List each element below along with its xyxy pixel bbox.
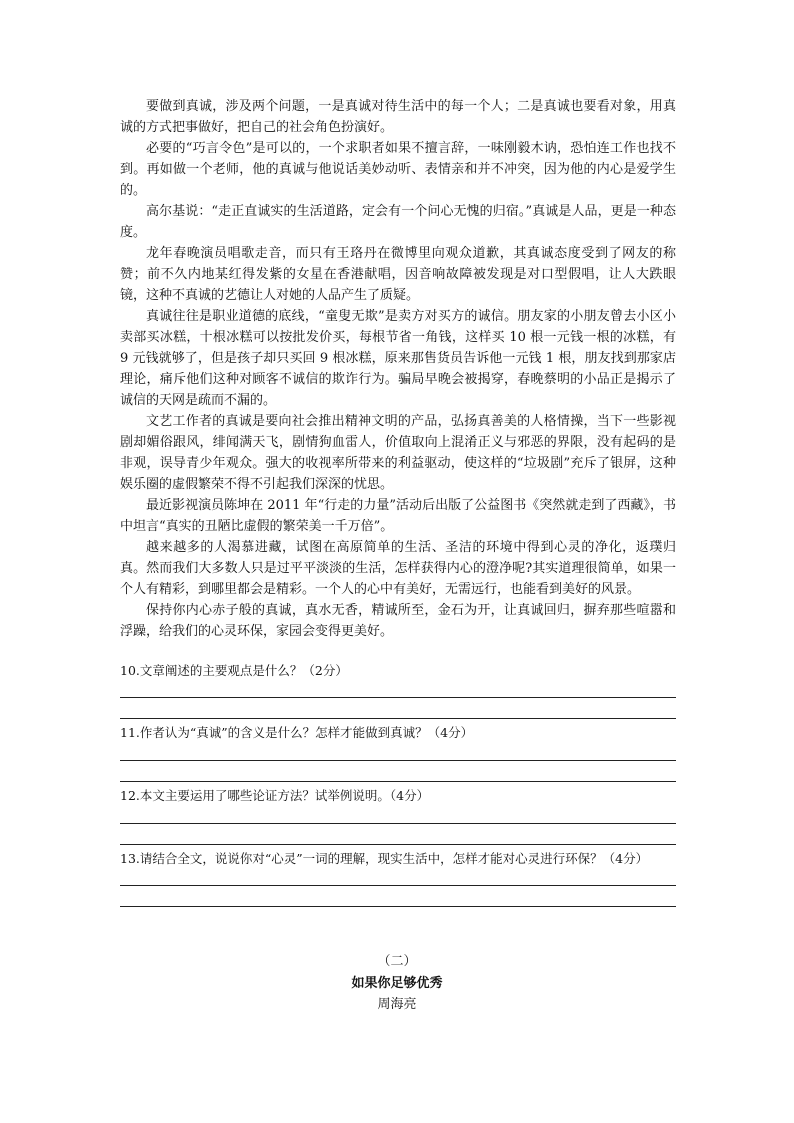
answer-line[interactable] — [120, 906, 676, 907]
answer-line[interactable] — [120, 844, 676, 845]
question-11: 11.作者认为“真诚”的含义是什么？怎样才能做到真诚？（4分） — [120, 725, 474, 740]
paragraph-1: 要做到真诚，涉及两个问题，一是真诚对待生活中的每一个人；二是真诚也要看对象，用真诚的方式把事做好，把自己的社会角色扮演好。 — [120, 99, 676, 135]
question-section — [120, 660, 676, 907]
question-13: 13.请结合全文，说说你对“心灵”一词的理解，现实生活中，怎样才能对心灵进行环保？（4分） — [120, 851, 649, 866]
answer-line[interactable] — [120, 697, 676, 698]
paragraph-3: 高尔基说：“走正直诚实的生活道路，定会有一个问心无愧的归宿。”真诚是人品，更是一种态度。 — [120, 204, 676, 240]
answer-line[interactable] — [120, 760, 676, 761]
answer-line[interactable] — [120, 781, 676, 782]
section-author: 周海亮 — [377, 997, 417, 1012]
answer-line[interactable] — [120, 885, 676, 886]
paragraph-6: 文艺工作者的真诚是要向社会推出精神文明的产品，弘扬真善美的人格情操，当下一些影视剧却媚俗跟风，绯闻满天飞，剧情狗血雷人，价值取向上混淆正义与邪恶的界限，没有起码的是非观，误导青少年观众。强大的收视率所带来的利益驱动，使这样的“垃圾剧”充斥了银屏，这种娱乐圈的虚假繁荣不得不引起我们深深的忧思。 — [120, 414, 676, 492]
paragraph-5: 真诚往往是职业道德的底线，“童叟无欺”是卖方对买方的诚信。朋友家的小朋友曾去小区小卖部买冰糕，十根冰糕可以按批发价买，每根节省一角钱，这样买 10 根一元钱一根的冰糕，有 9 元钱就够了，但是孩子却只买回 9 根冰糕，原来那售货员告诉他一元钱 1 根，朋友找到那家店理论，痛斥他们这种对顾客不诚信的欺诈行为。骗局早晚会被揭穿，春晚蔡明的小品正是揭示了诚信的天网是疏而不漏的。 — [120, 309, 676, 408]
paragraph-9: 保持你内心赤子般的真诚，真水无香，精诚所至，金石为开，让真诚回归，摒弃那些喧嚣和浮躁，给我们的心灵环保，家园会变得更美好。 — [120, 603, 676, 639]
section-title: 如果你足够优秀 — [351, 976, 443, 991]
question-12: 12.本文主要运用了哪些论证方法？试举例说明。（4分） — [120, 788, 430, 803]
question-10: 10.文章阐述的主要观点是什么？（2分） — [120, 663, 348, 678]
answer-line[interactable] — [120, 718, 676, 719]
paragraph-2: 必要的“巧言令色”是可以的，一个求职者如果不擅言辞，一味刚毅木讷，恐怕连工作也找不到。再如做一个老师，他的真诚与他说话美妙动听、表情亲和并不冲突，因为他的内心是爱学生的。 — [120, 141, 676, 198]
section-number: （二） — [377, 954, 417, 969]
paragraph-4: 龙年春晚演员唱歌走音，而只有王珞丹在微博里向观众道歉，其真诚态度受到了网友的称赞；前不久内地某红得发紫的女星在香港献唱，因音响故障被发现是对口型假唱，让人大跌眼镜，这种不真诚的艺德让人对她的人品产生了质疑。 — [120, 246, 676, 303]
paragraph-8: 越来越多的人渴慕进藏，试图在高原简单的生活、圣洁的环境中得到心灵的净化，返璞归真。然而我们大多数人只是过平平淡淡的生活，怎样获得内心的澄净呢?其实道理很简单，如果一个人有精彩，到哪里都会是精彩。一个人的心中有美好，无需远行，也能看到美好的风景。 — [120, 540, 676, 597]
paragraph-7: 最近影视演员陈坤在 2011 年“行走的力量”活动后出版了公益图书《突然就走到了西藏》，书中坦言“真实的丑陋比虚假的繁荣美一千万倍”。 — [120, 498, 676, 534]
article-body — [120, 96, 676, 642]
answer-line[interactable] — [120, 823, 676, 824]
